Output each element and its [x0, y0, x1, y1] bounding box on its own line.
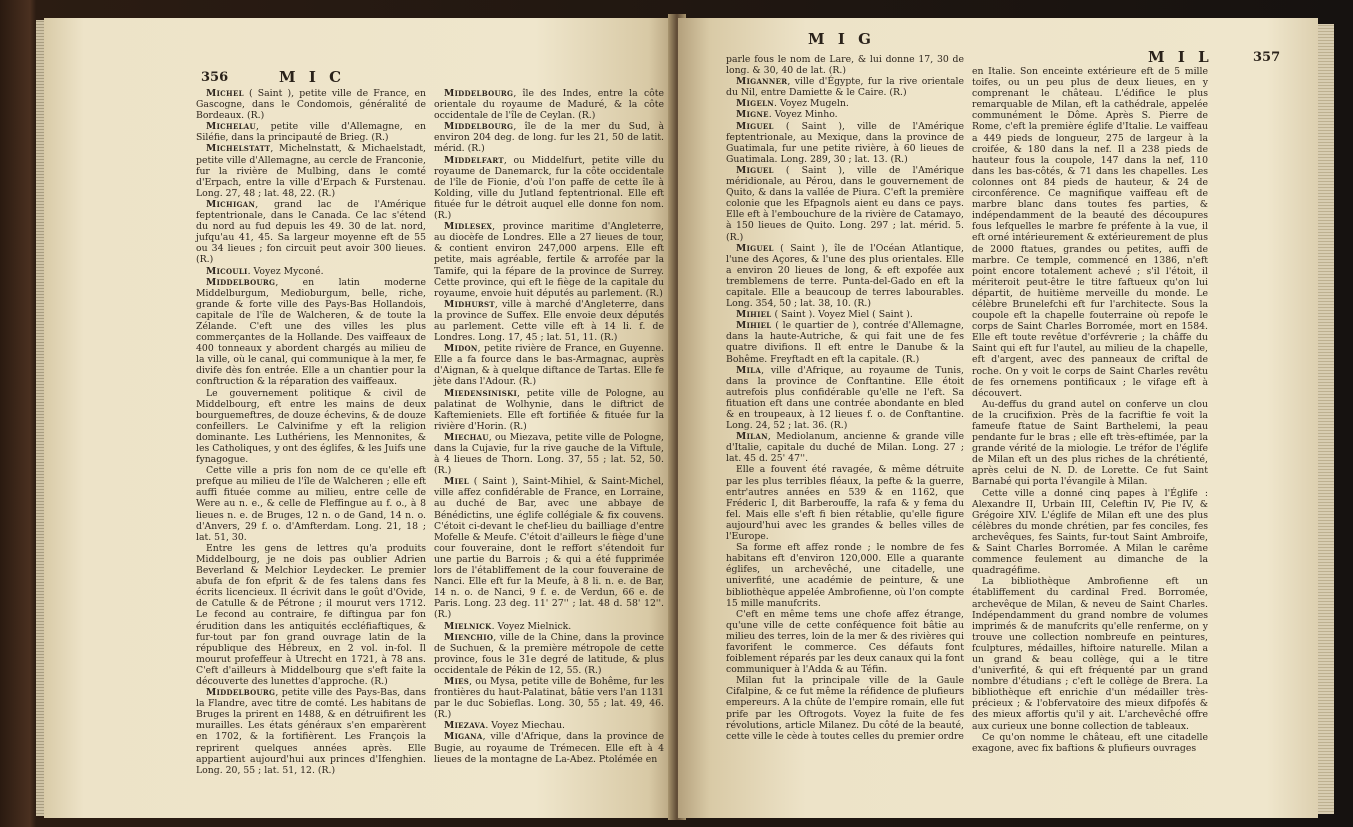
entry	[196, 543, 426, 687]
entry-text: . Voyez Myconé.	[247, 265, 324, 277]
entry	[434, 221, 664, 299]
entry-headword: Michigan	[206, 198, 256, 210]
entry-headword: Michelstatt	[206, 143, 271, 155]
entry-text: Sa forme eft affez ronde ; le nombre de fes habitans eft d'environ 120,000. Elle a quarante églifes, un archevêché, une citadelle, une univerfité, une académie de peinture, & une bibliothèque appelée Ambrofienne, où l'on compte 15 mille manufcrits.	[726, 542, 964, 609]
entry-headword: Midhurst	[444, 298, 495, 310]
entry-text: . Voyez Mielnick.	[491, 620, 572, 632]
entry	[196, 143, 426, 198]
entry-text: , petite ville d'Allemagne, en Siléfie, dans la principauté de Brieg. (R.)	[196, 121, 426, 144]
entry	[726, 98, 964, 109]
left-column-1	[196, 88, 426, 776]
entry-headword: Middelbourg	[444, 121, 514, 133]
entry	[434, 343, 664, 387]
entry	[726, 675, 964, 742]
entry-headword: Mila	[736, 364, 762, 376]
entry	[434, 476, 664, 620]
entry-headword: Middelbourg	[206, 687, 276, 699]
entry-text: , ou Mysa, petite ville de Bohême, fur les frontières du haut-Palatinat, bâtie vers l'an 1131 par le duc Sobieflas. Long. 30, 55 ; lat. 49, 46. (R.)	[434, 675, 664, 721]
entry-text: ( Saint ), petite ville de France, en Gascogne, dans le Condomois, généralité de Bordeaux. (R.)	[196, 88, 426, 122]
entry-headword: Michel	[206, 88, 244, 99]
entry-headword: Miezava	[444, 720, 486, 732]
entry-headword: Miechau	[444, 431, 489, 443]
entry-text: , en latin moderne Middelburgum, Medioburgum, belle, riche, grande & forte ville des Pays-Bas Hollandois, capitale de l'île de Walcheren, & de toute la Zélande. C'eft une des villes les plus commerçantes de la Hollande. Des vaiffeaux de 400 tonneaux y abordent chargés au milieu de la ville, où le canal, qui communique à la mer, fe divife dès fon entrée. Elle a un chantier pour la conftruction & la réparation des vaiffeaux.	[196, 276, 426, 388]
entry-text: , province maritime d'Angleterre, au diocèfe de Londres. Elle a 27 lieues de tour, & contient environ 247,000 arpens. Elle eft petite, mais agréable, fertile & arrofée par la Tamife, qui la fépare de la province de Surrey. Cette province, qui eft le fiège de la capitale du royaume, envoie huit députés au parlement. (R.)	[434, 221, 664, 299]
entry	[434, 155, 664, 222]
right-page	[678, 18, 1318, 818]
entry-text: , île de la mer du Sud, à environ 204 deg. de long. fur les 21, 50 de latit. mérid. (R.)	[434, 121, 664, 155]
entry-text: en Italie. Son enceinte extérieure eft de 5 mille toifes, ou un peu plus de deux lieues, en y comprenant le château. L'édifice le plus remarquable de Milan, eft la cathédrale, appelée communément le Dôme. Après S. Pierre de Rome, c'eft la première églife d'Italie. Le vaiffeau a 449 pieds de longueur, 275 de largeur à la croifée, & 180 dans la nef. Il a 238 pieds de hauteur fous la coupole, 147 dans la nef, 110 dans les bas-côtés, & 71 dans les chapelles. Les colonnes ont 84 pieds de hauteur, & 24 de circonférence. Ce magnifique vaiffeau eft de marbre blanc dans toutes fes parties, & indépendamment de la beauté des découpures fous lefquelles le marbre fe préfente à la vue, il eft orné intérieurement & extérieurement de plus de 2000 ftatues, grandes ou petites, auffi de marbre. Ce temple, commencé en 1386, n'eft point encore totalement achevé ; s'il l'étoit, il mériteroit peut-être le titre faftueux qu'on lui départit, de huitième merveille du monde. Le célèbre Brunelefchi eft fur l'architecte. Sous la coupole eft la chapelle fouterraine où repofe le corps de Saint Charles Borromée, mort en 1584. Elle eft toute revêtue d'orfévrerie ; la châffe du Saint qui eft fur l'autel, au milieu de la chapelle, eft d'argent, avec des panneaux de criftal de roche. On y voit le corps de Saint Charles revêtu de fes ornemens pontificaux ; le vifage eft à découvert.	[972, 66, 1208, 399]
right-column-1	[726, 54, 964, 742]
entry	[196, 687, 426, 776]
entry	[196, 266, 426, 277]
entry-text: . Voyez Minho.	[768, 109, 838, 121]
entry	[726, 542, 964, 609]
entry	[434, 88, 664, 121]
entry-text: ( Saint ), ville de l'Amérique méridionale, au Pérou, dans le gouvernement de Quito, & dans la vallée de Piura. C'eft la première colonie que les Efpagnols aient eu dans ce pays. Elle eft à l'embouchure de la rivière de Catamayo, à 150 lieues de Quito. Long. 297 ; lat. mérid. 5. (R.)	[726, 164, 964, 243]
entry-headword: Mihiel	[736, 320, 772, 332]
entry-text: , grand lac de l'Amérique feptentrionale, dans le Canada. Ce lac s'étend du nord au fud depuis les 49. 30 de lat. nord, jufqu'au 41, 45. Sa largeur moyenne eft de 55 ou 34 lieues ; fon circuit peut avoir 300 lieues. (R.)	[196, 198, 426, 266]
entry-text: , ville d'Afrique, dans la province de Bugie, au royaume de Trémecen. Elle eft à 4 lieues de la montagne de La-Abez. Ptolémée en	[434, 731, 664, 765]
entry-text: ( le quartier de ), contrée d'Allemagne, dans la haute-Autriche, & qui fait une de fes quatre divifions. Il eft entre le Danube & la Bohême. Freyftadt en eft la capitale. (R.)	[726, 320, 964, 365]
entry	[196, 277, 426, 388]
entry	[726, 54, 964, 76]
entry	[434, 720, 664, 731]
right-column-2	[972, 66, 1208, 754]
entry-text: Le gouvernement politique & civil de Middelbourg, eft entre les mains de deux bourguemeftres, de douze échevins, & de douze confeillers. Le Calvinifme y eft la religion dominante. Les Luthériens, les Mennonites, & les Catholiques, y ont des églifes, & les Juifs une fynagogue.	[196, 387, 426, 466]
entry-text: C'eft en même tems une chofe affez étrange, qu'une ville de cette conféquence foit bâtie au milieu des terres, loin de la mer & des rivières qui favorifent le commerce. Ces défauts font foiblement réparés par les deux canaux qui la font communiquer à l'Adda & au Téfin.	[726, 608, 964, 676]
entry-headword: Miguel	[736, 164, 774, 176]
entry	[434, 432, 664, 476]
entry	[726, 320, 964, 364]
entry-text: , île des Indes, entre la côte orientale du royaume de Maduré, & la côte occidentale de l'île de Ceylan. (R.)	[434, 88, 664, 122]
entry	[972, 732, 1208, 754]
entry-text: ( Saint ), Saint-Mihiel, & Saint-Michel, ville affez confidérable de France, en Lorraine, au duché de Bar, avec une abbaye de Bénédictins, une églife collégiale & fix couvens. C'étoit ci-devant le chef-lieu du bailliage d'entre Mofelle & Meufe. C'étoit d'ailleurs le fiège d'une cour fouveraine, dont le reffort s'étendoit fur une partie du Barrois ; & qui a été fupprimée lors de l'établiffement de la cour fouveraine de Nanci. Elle eft fur la Meufe, à 8 li. n. e. de Bar, 14 n. o. de Nanci, 9 f. e. de Verdun, 66 e. de Paris. Long. 23 deg. 11' 27'' ; lat. 48 d. 58' 12''. (R.)	[434, 476, 664, 621]
entry-text: ( Saint ). Voyez Miel ( Saint ).	[771, 309, 913, 321]
entry	[196, 88, 426, 121]
entry-text: ( Saint ), île de l'Océan Atlantique, l'une des Açores, & l'une des plus orientales. Elle a environ 20 lieues de long, & eft expofée aux tremblemens de terre. Punta-del-Gado en eft la capitale. Elle a beaucoup de terres labourables. Long. 354, 50 ; lat. 38, 10. (R.)	[726, 242, 964, 310]
entry-text: , Michelnstatt, & Michaelstadt, petite ville d'Allemagne, au cercle de Franconie, fur la rivière de Mulbing, dans le comté d'Erpach, entre la ville d'Erpach & Furstenau. Long. 27, 48 ; lat. 48, 22. (R.)	[196, 143, 426, 199]
entry-text: . Voyez Mugeln.	[774, 98, 849, 110]
entry-headword: Middelfart	[444, 154, 504, 166]
entry-text: parle fous le nom de Lare, & lui donne 17, 30 de long. & 30, 40 de lat. (R.)	[726, 54, 964, 77]
entry-headword: Milan	[736, 431, 768, 443]
left-page	[44, 18, 674, 818]
entry	[726, 121, 964, 165]
entry	[434, 621, 664, 632]
entry-text: , ville à marché d'Angleterre, dans la province de Suffex. Elle envoie deux députés au parlement. Cette ville eft à 14 li. f. de Londres. Long. 17, 45 ; lat. 51, 11. (R.)	[434, 298, 664, 344]
entry	[726, 309, 964, 320]
entry-headword: Migne	[736, 109, 769, 121]
entry-headword: Mielnick	[444, 620, 492, 632]
entry-text: , Mediolanum, ancienne & grande ville d'Italie, capitale du duché de Milan. Long. 27 ; lat. 45 d. 25' 47''.	[726, 431, 964, 465]
entry-headword: Mihiel	[736, 309, 772, 321]
entry-headword: Michelau	[206, 121, 256, 133]
entry-headword: Miganner	[736, 76, 788, 88]
entry	[972, 399, 1208, 488]
entry	[434, 388, 664, 432]
running-head: M I C	[279, 68, 346, 86]
running-head-right: M I L	[1148, 48, 1213, 66]
entry	[972, 488, 1208, 577]
entry-headword: Midlesex	[444, 221, 493, 233]
entry-text: , petite ville de Pologne, au palatinat de Wolhynie, dans le diftrict de Kaftemieniets. Elle eft fortifiée & fituée fur la rivière d'Horin. (R.)	[434, 387, 664, 432]
entry	[726, 109, 964, 120]
entry-headword: Midon	[444, 343, 478, 355]
entry-text: , petite ville des Pays-Bas, dans la Flandre, avec titre de comté. Les habitans de Bruges la prirent en 1488, & en détruifirent les murailles. Les états généraux s'en emparèrent en 1702, & la fortifièrent. Les François la reprirent quelques années après. Elle appartient aujourd'hui aux princes d'Ifenghien. Long. 20, 55 ; lat. 51, 12. (R.)	[196, 687, 426, 776]
entry	[972, 66, 1208, 399]
entry	[972, 576, 1208, 731]
entry	[434, 121, 664, 154]
entry	[726, 165, 964, 243]
entry-text: Milan fut la principale ville de la Gaule Cifalpine, & ce fut même la réfidence de plufieurs empereurs. A la chûte de l'empire romain, elle fut prife par les Oftrogots. Voyez la fuite de fes révolutions, article Milanez. Du côté de la beauté, cette ville le cède à toutes celles du premier ordre	[726, 675, 964, 742]
right-page-edges	[1318, 24, 1334, 814]
entry	[196, 465, 426, 543]
entry-headword: Mies	[444, 675, 470, 687]
entry-text: , ou Middelfurt, petite ville du royaume de Danemarck, fur la côte occidentale de l'île de Fionie, d'où l'on paffe de cette île à Kolding, ville du Jutland feptentrional. Elle eft fituée fur le détroit auquel elle donne fon nom. (R.)	[434, 154, 664, 222]
entry-text: , petite rivière de France, en Guyenne. Elle a fa fource dans le bas-Armagnac, auprès d'Aignan, & à quelque diftance de Tartas. Elle fe jète dans l'Adour. (R.)	[434, 343, 664, 388]
entry	[434, 731, 664, 764]
entry	[726, 464, 964, 542]
entry-text: , ou Miezava, petite ville de Pologne, dans la Cujavie, fur la rive gauche de la Viftule, à 4 lieues de Thorn. Long. 37, 55 ; lat. 52, 50. (R.)	[434, 431, 664, 477]
entry-text: , ville d'Afrique, au royaume de Tunis, dans la province de Conftantine. Elle étoit autrefois plus confidérable qu'elle ne l'eft. Sa fituation eft dans une contrée abondante en bled & en troupeaux, à 12 lieues f. o. de Conftantine. Long. 24, 52 ; lat. 36. (R.)	[726, 364, 964, 432]
entry-text: La bibliothèque Ambrofienne eft un établiffement du cardinal Fred. Borromée, archevêque de Milan, & neveu de Saint Charles. Indépendamment du grand nombre de volumes imprimés & de manufcrits qu'elle renferme, on y trouve une collection nombreufe en peintures, fculptures, médailles, hiftoire naturelle. Milan a un grand & beau collège, qui a le titre d'univerfité, & qui eft fréquenté par un grand nombre d'étudians ; c'eft le collège de Brera. La bibliothèque eft enrichie d'un médailler très-précieux ; & l'obfervatoire des mieux difpofés & des mieux affortis qu'il y ait. L'archevêché offre aux curieux une bonne collection de tableaux.	[972, 576, 1208, 732]
entry-headword: Mienchio	[444, 631, 494, 643]
entry-headword: Miedensiniski	[444, 387, 518, 399]
entry	[434, 299, 664, 343]
entry-headword: Miel	[444, 476, 470, 488]
entry-text: Elle a fouvent été ravagée, & même détruite par les plus terribles fléaux, la pefte & la guerre, entr'autres années en 539 & en 1162, que Fréderic I, dit Barberouffe, la rafa & y fema du fel. Mais elle s'eft fi bien rétablie, qu'elle figure aujourd'hui avec les grandes & belles villes de l'Europe.	[726, 464, 964, 543]
entry	[726, 431, 964, 464]
entry-text: Au-deffus du grand autel on conferve un clou de la crucifixion. Près de la facriftie fe voit la fameufe ftatue de Saint Barthelemi, la peau pendante fur le bras ; elle eft très-eftimée, par la grande vérité de la miologie. Le tréfor de l'églife de Milan eft un des plus riches de la chrétienté, après celui de N. D. de Lorette. Ce fut Saint Barnabé qui porta l'évangile à Milan.	[972, 398, 1208, 488]
entry	[434, 632, 664, 676]
entry	[196, 199, 426, 266]
entry	[196, 388, 426, 466]
entry	[726, 243, 964, 310]
entry-headword: Miguel	[736, 242, 774, 254]
entry-text: Cette ville a pris fon nom de ce qu'elle eft prefque au milieu de l'île de Walcheren ; elle eft auffi fituée comme au milieu, entre celle de Were au n. e., & celle de Fleffingue au f. o., à 8 lieues n. e. de Bruges, 12 n. o de Gand, 14 n. o. d'Anvers, 29 f. o. d'Amfterdam. Long. 21, 18 ; lat. 51, 30.	[196, 465, 426, 543]
entry-headword: Miguel	[736, 120, 774, 132]
page-number: 357	[1253, 50, 1281, 65]
entry-text: ( Saint ), ville de l'Amérique feptentrionale, au Mexique, dans la province de Guatimala, fur une petite rivière, à 60 lieues de Guatimala. Long. 289, 30 ; lat. 13. (R.)	[726, 120, 964, 165]
page-number: 356	[201, 70, 229, 85]
left-column-2	[434, 88, 664, 765]
entry-text: Cette ville a donné cinq papes à l'Églife : Alexandre II, Urbain III, Celeftin IV, Pie IV, & Grégoire XIV. L'églife de Milan eft une des plus célèbres du monde chrétien, par fes conciles, fes archevêques, fes Saints, fur-tout Saint Ambroife, & Saint Charles Borromée. A Milan le carême commence feulement au dimanche de la quadragéfime.	[972, 487, 1208, 577]
entry-text: . Voyez Miechau.	[485, 720, 566, 732]
entry	[196, 121, 426, 143]
entry	[726, 76, 964, 98]
entry-text: , ville de la Chine, dans la province de Suchuen, & la première métropole de cette province, fous le 31e degré de latitude, & plus occidentale de Pékin de 12, 55. (R.)	[434, 631, 664, 676]
entry-headword: Middelbourg	[444, 88, 514, 99]
entry-text: , ville d'Égypte, fur la rive orientale du Nil, entre Damiette & le Caire. (R.)	[726, 76, 964, 99]
entry-text: Ce qu'on nomme le château, eft une citadelle exagone, avec fix baftions & plufieurs ouvrages	[972, 731, 1208, 754]
entry	[726, 609, 964, 676]
entry-headword: Middelbourg	[206, 276, 276, 288]
entry	[726, 365, 964, 432]
entry-headword: Migana	[444, 731, 483, 743]
entry-text: Entre les gens de lettres qu'a produits Middelbourg, je ne dois pas oublier Adrien Beverland & Melchior Leydecker. Le premier abufa de fon efprit & de fes talens dans fes écrits licencieux. Il écrivit dans le goût d'Ovide, de Catulle & de Pétrone ; il mourut vers 1712. Le fecond au contraire, fe diftingua par fon érudition dans les antiquités eccléfiaftiques, & fur-tout par fon grand ouvrage latin de la république des Hébreux, en 2 vol. in-fol. Il mourut profeffeur à Utrecht en 1721, à 78 ans. C'eft d'ailleurs à Middelbourg que s'eft faite la découverte des lunettes d'approche. (R.)	[196, 542, 426, 687]
entry-headword: Micouli	[206, 265, 248, 277]
running-head-left: M I G	[808, 30, 875, 48]
entry-headword: Migeln	[736, 98, 774, 110]
entry	[434, 676, 664, 720]
